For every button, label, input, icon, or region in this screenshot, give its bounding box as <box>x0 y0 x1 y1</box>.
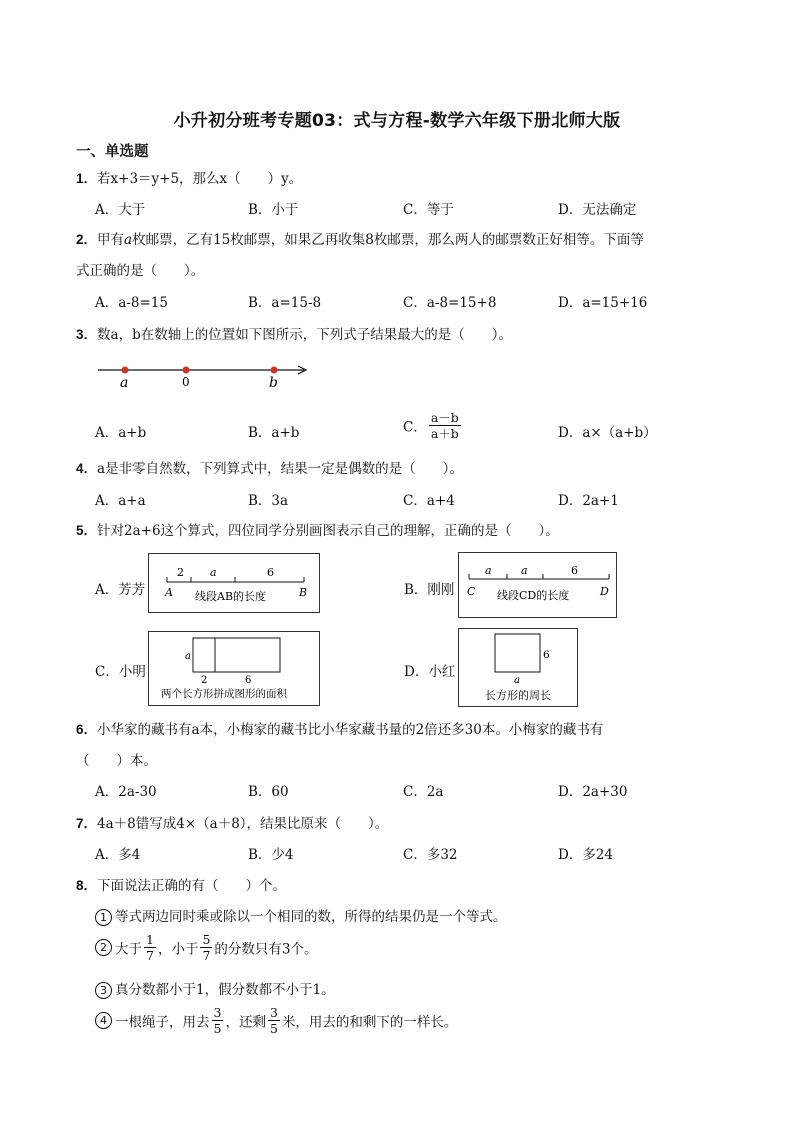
circled-number-1: 1 <box>95 909 112 926</box>
endpoint-c: C <box>467 585 476 598</box>
question-text-cont: 枚邮票，乙有15枚邮票，如果乙再收集8枚邮票，那么两人的邮票数正好相等。下面等 <box>132 232 644 248</box>
denominator: 5 <box>269 1021 278 1036</box>
segment-label-a: a <box>210 566 217 579</box>
figure-caption: 长方形的周长 <box>485 689 551 702</box>
option-d[interactable]: D．小红 <box>404 664 456 680</box>
point-b <box>271 367 278 374</box>
option-c[interactable] <box>403 410 463 441</box>
option-a[interactable]: A．大于 <box>95 202 146 218</box>
axis-label-b: b <box>269 375 278 390</box>
question-6 <box>76 718 603 738</box>
question-text: 若x+3＝y+5，那么x（ ）y。 <box>97 171 303 187</box>
side-label-a: a <box>185 651 191 662</box>
numerator: 5 <box>202 932 211 947</box>
endpoint-a: A <box>165 586 173 599</box>
segment-label-6: 6 <box>571 564 578 577</box>
question-number: 2． <box>76 232 98 247</box>
fraction <box>268 1005 280 1036</box>
question-6-line2: （ ）本。 <box>76 753 157 769</box>
segment-label-a2: a <box>521 564 528 577</box>
option-c[interactable]: C．多32 <box>403 847 458 863</box>
option-d[interactable]: D．2a+30 <box>558 784 628 800</box>
option-c[interactable]: C．a+4 <box>403 493 455 509</box>
option-label: C． <box>403 419 427 436</box>
endpoint-d: D <box>600 585 609 598</box>
option-a[interactable]: A．多4 <box>95 847 141 863</box>
question-2 <box>76 228 644 248</box>
fraction <box>212 1005 224 1036</box>
question-2-line2: 式正确的是（ ）。 <box>76 263 205 279</box>
numerator: 3 <box>269 1005 278 1020</box>
question-text: 4a＋8错写成4×（a＋8），结果比原来（ ）。 <box>97 816 389 832</box>
endpoint-b: B <box>299 586 308 599</box>
section-heading: 一、单选题 <box>76 144 149 160</box>
option-b[interactable]: B．a+b <box>248 425 300 441</box>
bottom-label-2: 2 <box>201 675 208 686</box>
page-title: 小升初分班考专题03：式与方程-数学六年级下册北师大版 <box>173 111 621 131</box>
option-a[interactable]: A．2a-30 <box>95 784 157 800</box>
option-c[interactable]: C．2a <box>403 784 444 800</box>
statement-text: 一根绳子，用去 <box>115 1014 210 1031</box>
option-a[interactable]: A．芳芳 <box>95 582 146 598</box>
question-number: 4． <box>76 461 98 476</box>
question-text: 甲有 <box>97 232 125 248</box>
denominator: 7 <box>202 948 211 963</box>
circled-number-3: 3 <box>95 982 112 999</box>
denominator: 7 <box>146 948 154 963</box>
question-number: 5． <box>76 523 98 538</box>
numerator: a－b <box>430 410 459 425</box>
option-d[interactable]: D．2a+1 <box>558 493 619 509</box>
option-b[interactable]: B．少4 <box>248 847 294 863</box>
variable-a: a <box>124 232 133 248</box>
option-a[interactable]: A．a+a <box>95 493 146 509</box>
statement-text: 真分数都小于1，假分数都不小于1。 <box>115 982 335 998</box>
denominator: 5 <box>213 1021 222 1036</box>
option-a[interactable]: A．a+b <box>95 425 147 441</box>
point-a <box>122 367 129 374</box>
question-4 <box>76 457 463 477</box>
question-number: 8． <box>76 878 98 893</box>
bottom-label-6: 6 <box>245 675 252 686</box>
option-b[interactable]: B．a=15-8 <box>248 295 322 311</box>
question-text: 针对2a+6这个算式，四位同学分别画图表示自己的理解，正确的是（ ）。 <box>97 523 559 539</box>
statement-text: 米，用去的和剩下的一样长。 <box>281 1014 458 1031</box>
statement-2 <box>95 932 318 963</box>
circled-number-4: 4 <box>95 1012 112 1029</box>
segment-label-6: 6 <box>267 566 274 579</box>
figure-caption: 线段CD的长度 <box>497 589 570 602</box>
question-text: a是非零自然数，下列算式中，结果一定是偶数的是（ ）。 <box>97 461 463 477</box>
option-d[interactable]: D．多24 <box>558 847 614 863</box>
axis-label-a: a <box>120 375 129 390</box>
statement-text: 等式两边同时乘或除以一个相同的数，所得的结果仍是一个等式。 <box>115 909 507 925</box>
figure-caption: 线段AB的长度 <box>195 590 267 603</box>
option-d[interactable]: D．a=15+16 <box>558 295 648 311</box>
numerator: 1 <box>146 932 154 947</box>
fraction <box>429 410 461 441</box>
segment-label-2: 2 <box>177 566 184 579</box>
question-text: 数a，b在数轴上的位置如下图所示，下列式子结果最大的是（ ）。 <box>97 327 512 343</box>
statement-text: 大于 <box>115 941 142 958</box>
question-3 <box>76 323 512 343</box>
statement-3 <box>95 978 335 999</box>
question-text: 小华家的藏书有a本，小梅家的藏书比小华家藏书量的2倍还多30本。小梅家的藏书有 <box>97 722 604 738</box>
option-d[interactable]: D．无法确定 <box>558 202 637 218</box>
figure-a <box>148 553 320 613</box>
option-b[interactable]: B．60 <box>248 784 289 800</box>
numerator: 3 <box>213 1005 222 1020</box>
question-number: 7． <box>76 816 98 831</box>
option-b[interactable]: B．小于 <box>248 202 299 218</box>
statement-1 <box>95 905 507 926</box>
question-number: 6． <box>76 722 98 737</box>
question-text: 下面说法正确的有（ ）个。 <box>97 878 287 894</box>
figure-c <box>148 631 320 706</box>
figure-b <box>458 552 617 618</box>
axis-label-zero: 0 <box>182 375 190 389</box>
number-line <box>96 360 311 390</box>
statement-text: ，小于 <box>157 941 199 958</box>
option-a[interactable]: A．a-8=15 <box>95 295 168 311</box>
point-zero <box>183 367 190 374</box>
denominator: a＋b <box>430 426 459 441</box>
segment-label-a1: a <box>485 564 492 577</box>
question-7 <box>76 812 388 832</box>
option-b[interactable]: B．3a <box>248 493 289 509</box>
figure-caption: 两个长方形拼成图形的面积 <box>161 688 287 700</box>
figure-d <box>458 628 578 707</box>
option-d[interactable]: D．a×（a+b） <box>558 425 657 441</box>
bottom-label-a: a <box>514 675 520 686</box>
statement-text: 的分数只有3个。 <box>214 941 318 958</box>
question-8 <box>76 874 286 894</box>
question-number: 3． <box>76 327 98 342</box>
option-c[interactable]: C．等于 <box>403 202 454 218</box>
question-1 <box>76 167 302 187</box>
question-number: 1． <box>76 171 98 186</box>
option-c[interactable]: C．小明 <box>95 664 146 680</box>
fraction <box>144 932 156 963</box>
question-5 <box>76 519 559 539</box>
statement-text: ，还剩 <box>225 1014 266 1031</box>
statement-4 <box>95 1005 457 1036</box>
option-c[interactable]: C．a-8=15+8 <box>403 295 497 311</box>
option-b[interactable]: B．刚刚 <box>404 582 455 598</box>
side-label-6: 6 <box>543 649 550 661</box>
fraction <box>200 932 212 963</box>
circled-number-2: 2 <box>95 939 112 956</box>
